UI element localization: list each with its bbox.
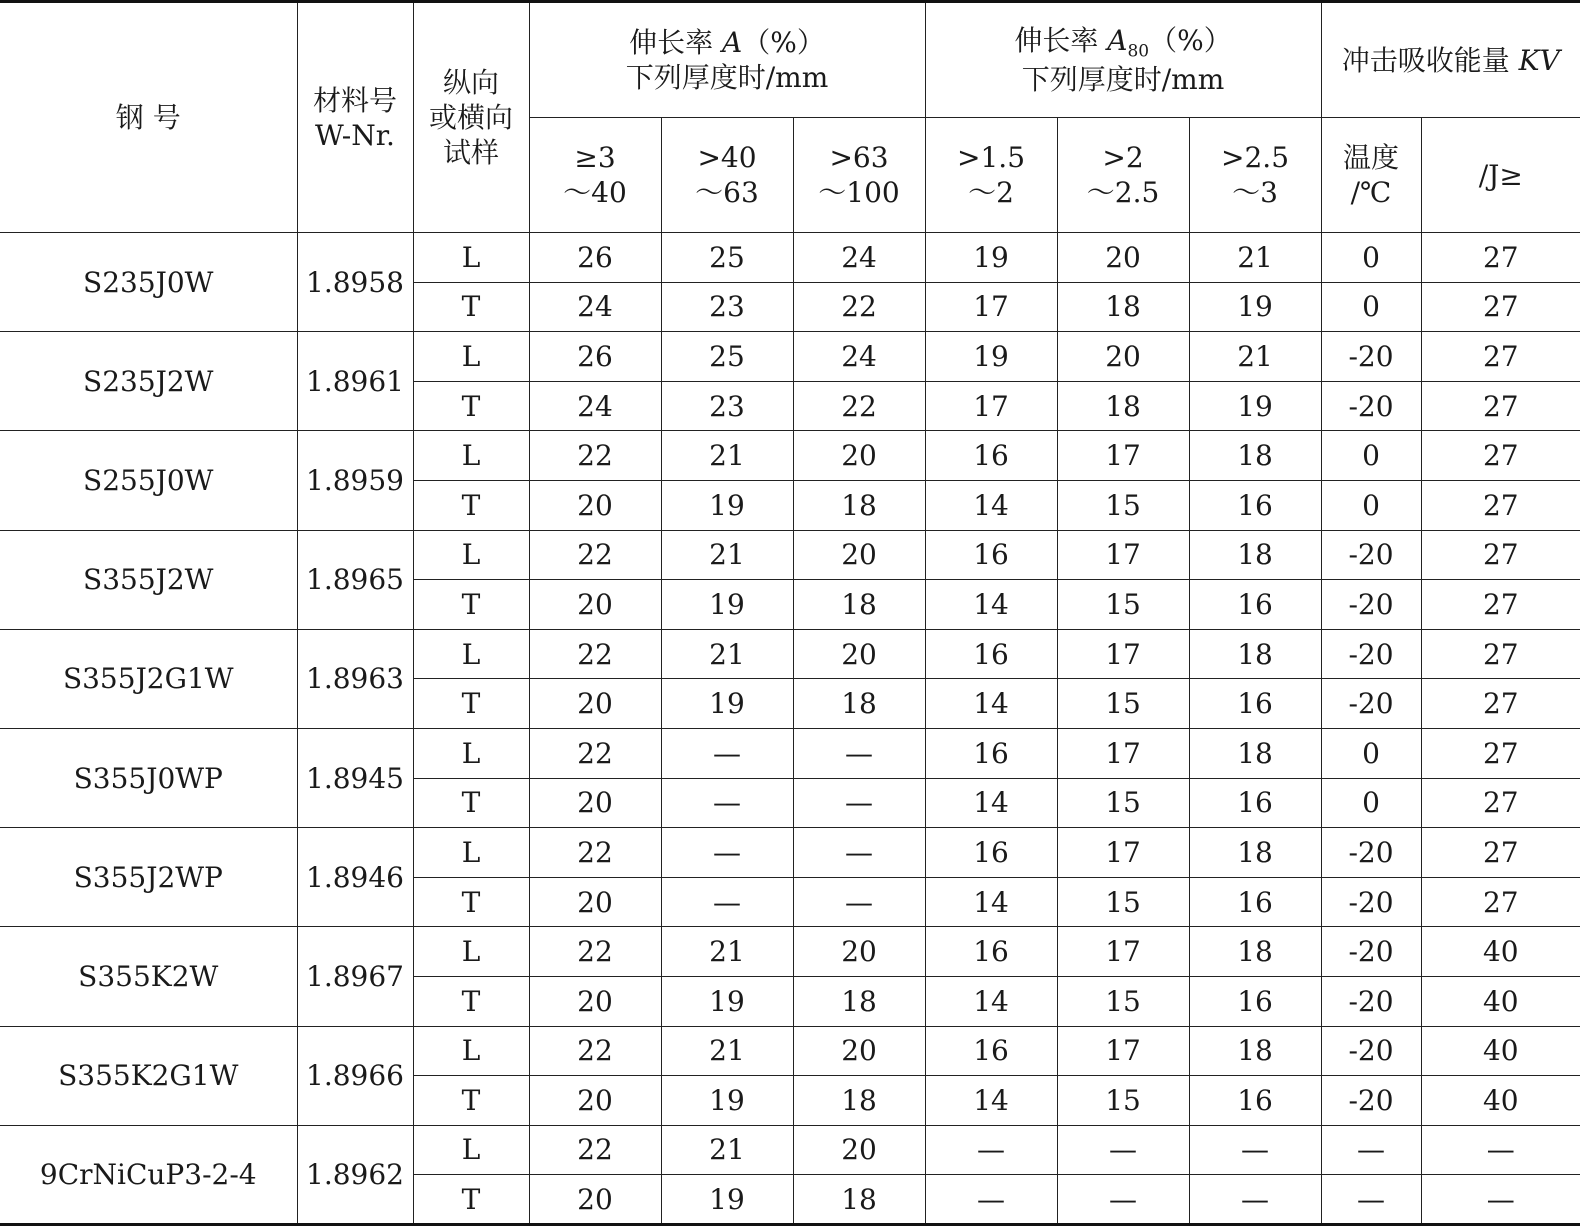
elongation-a80-cell: 18: [1189, 927, 1321, 977]
elongation-a-cell: 20: [793, 1026, 925, 1076]
col-header-temperature: 温度 /℃: [1321, 118, 1421, 233]
elongation-a80-cell: 16: [925, 431, 1057, 481]
elongation-a-cell: 20: [529, 1175, 661, 1225]
elongation-a80-cell: 15: [1057, 778, 1189, 828]
col-header-impact-energy: 冲击吸收能量 KV: [1321, 2, 1580, 118]
elongation-a80-cell: 16: [1189, 679, 1321, 729]
elongation-a-cell: —: [793, 728, 925, 778]
temperature-cell: -20: [1321, 580, 1421, 630]
col-header-elongation-a: 伸长率 A（%） 下列厚度时/mm: [529, 2, 925, 118]
elongation-a80-cell: 15: [1057, 976, 1189, 1026]
elongation-a80-cell: 16: [925, 1026, 1057, 1076]
elongation-a80-cell: 16: [1189, 778, 1321, 828]
elongation-a-cell: —: [661, 728, 793, 778]
elongation-a80-cell: —: [925, 1175, 1057, 1225]
elongation-a80-cell: 17: [1057, 927, 1189, 977]
table-row: [0, 530, 1580, 580]
elongation-a-cell: 21: [661, 1125, 793, 1175]
impact-energy-cell: 27: [1421, 877, 1580, 927]
elongation-a80-cell: 20: [1057, 332, 1189, 382]
table-row: [0, 233, 1580, 283]
temperature-cell: 0: [1321, 728, 1421, 778]
material-no-cell: 1.8959: [297, 431, 413, 530]
orientation-cell: L: [413, 828, 529, 878]
temperature-cell: -20: [1321, 976, 1421, 1026]
impact-energy-cell: 27: [1421, 332, 1580, 382]
elongation-a80-cell: 16: [925, 927, 1057, 977]
elongation-a80-cell: 16: [925, 530, 1057, 580]
col-header-a-range-1: ≥3 ～40: [529, 118, 661, 233]
elongation-a80-cell: 14: [925, 580, 1057, 630]
impact-energy-cell: 27: [1421, 282, 1580, 332]
temperature-cell: 0: [1321, 233, 1421, 283]
orientation-cell: T: [413, 1175, 529, 1225]
elongation-a-cell: 20: [529, 1076, 661, 1126]
elongation-a-cell: 22: [529, 431, 661, 481]
steel-grade-cell: S235J0W: [0, 233, 297, 332]
orientation-cell: L: [413, 728, 529, 778]
elongation-a-cell: —: [793, 778, 925, 828]
elongation-a-cell: 20: [529, 679, 661, 729]
elongation-a80-cell: 17: [1057, 530, 1189, 580]
elongation-a-cell: 23: [661, 282, 793, 332]
elongation-a80-cell: 17: [925, 381, 1057, 431]
col-header-steel-grade: 钢 号: [0, 2, 297, 233]
impact-energy-cell: 27: [1421, 431, 1580, 481]
material-no-cell: 1.8962: [297, 1125, 413, 1224]
temperature-cell: 0: [1321, 282, 1421, 332]
temperature-cell: -20: [1321, 828, 1421, 878]
impact-energy-cell: —: [1421, 1125, 1580, 1175]
table-body: [0, 233, 1580, 1225]
orientation-cell: T: [413, 480, 529, 530]
elongation-a-cell: 20: [529, 976, 661, 1026]
col-header-orientation: 纵向 或横向 试样: [413, 2, 529, 233]
elongation-a80-cell: 14: [925, 480, 1057, 530]
impact-energy-cell: —: [1421, 1175, 1580, 1225]
material-no-cell: 1.8966: [297, 1026, 413, 1125]
elongation-a-cell: 22: [529, 1125, 661, 1175]
temperature-cell: -20: [1321, 381, 1421, 431]
elongation-a80-cell: 16: [1189, 877, 1321, 927]
elongation-a-cell: 21: [661, 629, 793, 679]
temperature-cell: 0: [1321, 778, 1421, 828]
elongation-a-cell: 19: [661, 679, 793, 729]
elongation-a-cell: 24: [529, 381, 661, 431]
elongation-a80-cell: 14: [925, 976, 1057, 1026]
elongation-a80-cell: 16: [925, 728, 1057, 778]
elongation-a80-cell: —: [1189, 1175, 1321, 1225]
impact-energy-cell: 40: [1421, 976, 1580, 1026]
orientation-cell: L: [413, 332, 529, 382]
elongation-a80-cell: 19: [925, 332, 1057, 382]
elongation-a80-cell: —: [925, 1125, 1057, 1175]
elongation-a-cell: 19: [661, 480, 793, 530]
elongation-a80-cell: 19: [1189, 381, 1321, 431]
elongation-a-cell: —: [661, 778, 793, 828]
elongation-a-cell: 25: [661, 332, 793, 382]
orientation-cell: T: [413, 877, 529, 927]
orientation-cell: L: [413, 530, 529, 580]
elongation-a-cell: —: [661, 828, 793, 878]
elongation-a-cell: 20: [529, 877, 661, 927]
elongation-a-cell: 22: [529, 728, 661, 778]
temperature-cell: -20: [1321, 332, 1421, 382]
temperature-cell: -20: [1321, 877, 1421, 927]
elongation-a-cell: 21: [661, 431, 793, 481]
temperature-cell: -20: [1321, 1076, 1421, 1126]
elongation-a80-cell: 17: [1057, 728, 1189, 778]
elongation-a-cell: 19: [661, 1175, 793, 1225]
elongation-a-cell: 20: [793, 530, 925, 580]
steel-grade-cell: S255J0W: [0, 431, 297, 530]
col-header-a-range-2: >40 ～63: [661, 118, 793, 233]
table-row: [0, 1026, 1580, 1076]
temperature-cell: -20: [1321, 927, 1421, 977]
elongation-a-cell: 19: [661, 976, 793, 1026]
material-no-cell: 1.8963: [297, 629, 413, 728]
elongation-a-cell: 22: [529, 629, 661, 679]
elongation-a-cell: —: [793, 877, 925, 927]
steel-grade-cell: S355K2W: [0, 927, 297, 1026]
orientation-cell: L: [413, 233, 529, 283]
elongation-a80-cell: 18: [1189, 1026, 1321, 1076]
elongation-a-cell: —: [661, 877, 793, 927]
temperature-cell: —: [1321, 1125, 1421, 1175]
elongation-a-cell: 18: [793, 480, 925, 530]
elongation-a80-cell: 18: [1189, 828, 1321, 878]
elongation-a80-cell: 18: [1189, 530, 1321, 580]
material-no-cell: 1.8958: [297, 233, 413, 332]
elongation-a80-cell: 21: [1189, 332, 1321, 382]
elongation-a80-cell: —: [1057, 1175, 1189, 1225]
orientation-cell: T: [413, 778, 529, 828]
elongation-a80-cell: 14: [925, 778, 1057, 828]
col-header-energy: /J≥: [1421, 118, 1580, 233]
temperature-cell: -20: [1321, 530, 1421, 580]
elongation-a-cell: 26: [529, 332, 661, 382]
elongation-a80-cell: 16: [925, 629, 1057, 679]
elongation-a80-cell: 14: [925, 877, 1057, 927]
impact-energy-cell: 27: [1421, 530, 1580, 580]
steel-grade-cell: S355J2WP: [0, 828, 297, 927]
material-no-cell: 1.8967: [297, 927, 413, 1026]
steel-grade-cell: S355J2G1W: [0, 629, 297, 728]
material-no-cell: 1.8945: [297, 728, 413, 827]
elongation-a-cell: 18: [793, 1076, 925, 1126]
elongation-a80-cell: 19: [1189, 282, 1321, 332]
elongation-a-cell: 24: [529, 282, 661, 332]
elongation-a-cell: 20: [793, 1125, 925, 1175]
elongation-a-cell: 20: [529, 480, 661, 530]
elongation-a80-cell: 21: [1189, 233, 1321, 283]
elongation-a80-cell: 18: [1057, 381, 1189, 431]
elongation-a-cell: 20: [529, 778, 661, 828]
elongation-a-cell: 25: [661, 233, 793, 283]
elongation-a-cell: 21: [661, 1026, 793, 1076]
temperature-cell: 0: [1321, 480, 1421, 530]
elongation-a80-cell: 15: [1057, 580, 1189, 630]
impact-energy-cell: 27: [1421, 629, 1580, 679]
impact-energy-cell: 27: [1421, 828, 1580, 878]
impact-energy-cell: 40: [1421, 927, 1580, 977]
table-row: [0, 629, 1580, 679]
elongation-a-cell: 20: [793, 927, 925, 977]
impact-energy-cell: 27: [1421, 728, 1580, 778]
elongation-a-cell: —: [793, 828, 925, 878]
orientation-cell: T: [413, 976, 529, 1026]
orientation-cell: L: [413, 629, 529, 679]
elongation-a80-cell: 15: [1057, 480, 1189, 530]
steel-grade-cell: S355J2W: [0, 530, 297, 629]
impact-energy-cell: 27: [1421, 233, 1580, 283]
elongation-a-cell: 18: [793, 580, 925, 630]
material-no-cell: 1.8946: [297, 828, 413, 927]
elongation-a-cell: 21: [661, 530, 793, 580]
temperature-cell: 0: [1321, 431, 1421, 481]
orientation-cell: L: [413, 431, 529, 481]
impact-energy-cell: 40: [1421, 1026, 1580, 1076]
elongation-a80-cell: 17: [925, 282, 1057, 332]
orientation-cell: L: [413, 1125, 529, 1175]
elongation-a-cell: 20: [793, 629, 925, 679]
impact-energy-cell: 27: [1421, 778, 1580, 828]
table-row: [0, 1125, 1580, 1175]
elongation-a-cell: 22: [793, 282, 925, 332]
col-header-a-range-3: >63 ～100: [793, 118, 925, 233]
orientation-cell: T: [413, 282, 529, 332]
orientation-cell: T: [413, 1076, 529, 1126]
material-no-cell: 1.8965: [297, 530, 413, 629]
table-row: [0, 927, 1580, 977]
elongation-a-cell: 19: [661, 1076, 793, 1126]
material-no-cell: 1.8961: [297, 332, 413, 431]
elongation-a80-cell: 16: [1189, 976, 1321, 1026]
elongation-a-cell: 22: [529, 530, 661, 580]
elongation-a80-cell: 17: [1057, 431, 1189, 481]
elongation-a-cell: 22: [529, 927, 661, 977]
elongation-a80-cell: 16: [1189, 1076, 1321, 1126]
table-row: [0, 332, 1580, 382]
orientation-cell: T: [413, 580, 529, 630]
elongation-a80-cell: 19: [925, 233, 1057, 283]
elongation-a80-cell: 20: [1057, 233, 1189, 283]
elongation-a80-cell: 18: [1057, 282, 1189, 332]
table-row: [0, 828, 1580, 878]
col-header-elongation-a80: 伸长率 $A_{80}(\%)$ 下列厚度时/mm: [925, 2, 1321, 118]
elongation-a80-cell: 16: [1189, 480, 1321, 530]
elongation-a80-cell: 18: [1189, 629, 1321, 679]
elongation-a-cell: 20: [793, 431, 925, 481]
impact-energy-cell: 27: [1421, 580, 1580, 630]
steel-grade-cell: S355K2G1W: [0, 1026, 297, 1125]
temperature-cell: —: [1321, 1175, 1421, 1225]
elongation-a80-cell: 18: [1189, 728, 1321, 778]
orientation-cell: L: [413, 927, 529, 977]
elongation-a80-cell: 16: [1189, 580, 1321, 630]
elongation-a-cell: 18: [793, 1175, 925, 1225]
col-header-a80-range-3: >2.5 ～3: [1189, 118, 1321, 233]
table-row: [0, 431, 1580, 481]
elongation-a80-cell: 15: [1057, 679, 1189, 729]
orientation-cell: L: [413, 1026, 529, 1076]
elongation-a80-cell: —: [1189, 1125, 1321, 1175]
steel-grade-cell: S355J0WP: [0, 728, 297, 827]
orientation-cell: T: [413, 679, 529, 729]
impact-energy-cell: 27: [1421, 679, 1580, 729]
elongation-a-cell: 22: [793, 381, 925, 431]
elongation-a-cell: 18: [793, 679, 925, 729]
elongation-a-cell: 18: [793, 976, 925, 1026]
col-header-material-no: 材料号 W-Nr.: [297, 2, 413, 233]
elongation-a80-cell: 15: [1057, 1076, 1189, 1126]
elongation-a-cell: 20: [529, 580, 661, 630]
temperature-cell: -20: [1321, 629, 1421, 679]
elongation-a80-cell: 14: [925, 679, 1057, 729]
elongation-a80-cell: 17: [1057, 1026, 1189, 1076]
elongation-a80-cell: —: [1057, 1125, 1189, 1175]
elongation-a-cell: 21: [661, 927, 793, 977]
elongation-a-cell: 22: [529, 828, 661, 878]
elongation-a80-cell: 14: [925, 1076, 1057, 1126]
elongation-a-cell: 24: [793, 233, 925, 283]
orientation-cell: T: [413, 381, 529, 431]
elongation-a80-cell: 17: [1057, 828, 1189, 878]
elongation-a80-cell: 16: [925, 828, 1057, 878]
steel-grade-cell: 9CrNiCuP3-2-4: [0, 1125, 297, 1224]
temperature-cell: -20: [1321, 679, 1421, 729]
elongation-a80-cell: 15: [1057, 877, 1189, 927]
steel-grade-cell: S235J2W: [0, 332, 297, 431]
header-row-1: [0, 2, 1580, 118]
elongation-a-cell: 19: [661, 580, 793, 630]
elongation-a80-cell: 18: [1189, 431, 1321, 481]
table-row: [0, 728, 1580, 778]
elongation-a80-cell: 17: [1057, 629, 1189, 679]
impact-energy-cell: 40: [1421, 1076, 1580, 1126]
impact-energy-cell: 27: [1421, 480, 1580, 530]
elongation-a-cell: 23: [661, 381, 793, 431]
impact-energy-cell: 27: [1421, 381, 1580, 431]
elongation-a-cell: 26: [529, 233, 661, 283]
col-header-a80-range-1: >1.5 ～2: [925, 118, 1057, 233]
col-header-a80-range-2: >2 ～2.5: [1057, 118, 1189, 233]
temperature-cell: -20: [1321, 1026, 1421, 1076]
elongation-a-cell: 22: [529, 1026, 661, 1076]
elongation-a-cell: 24: [793, 332, 925, 382]
